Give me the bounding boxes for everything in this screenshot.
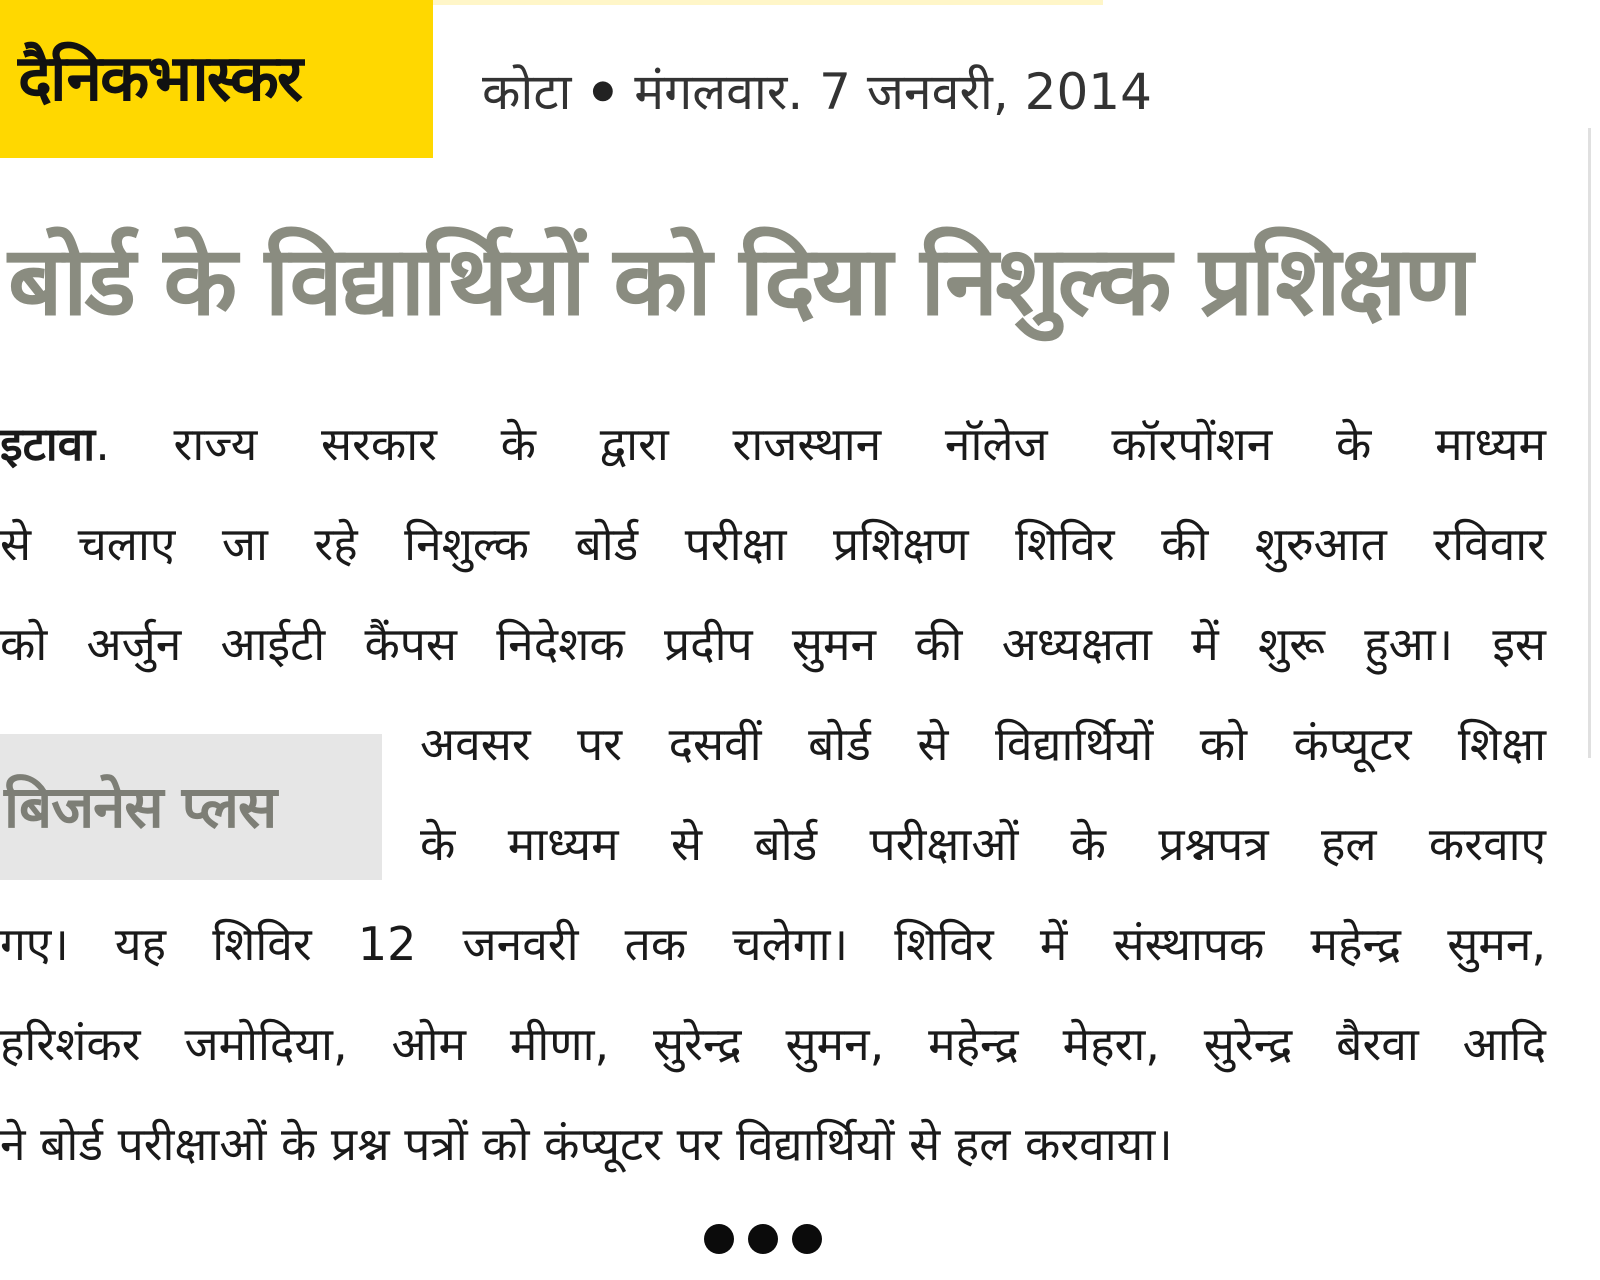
article-body-line-5: के माध्यम से बोर्ड परीक्षाओं के प्रश्नपत्र हल करवाए <box>420 817 1546 871</box>
top-strip <box>433 0 1103 5</box>
article-body-line-1-text: . राज्य सरकार के द्वारा राजस्थान नॉलेज कॉरपोंशन के माध्यम <box>95 417 1546 471</box>
article-body-line-4: अवसर पर दसवीं बोर्ड से विद्यार्थियों को कंप्यूटर शिक्षा <box>420 717 1546 771</box>
masthead-name: दैनिकभास्कर <box>18 42 302 116</box>
dateline-city: कोटा <box>482 63 572 121</box>
column-rule <box>1588 128 1591 758</box>
dateline <box>482 50 1152 130</box>
end-dot-icon <box>704 1224 734 1254</box>
end-dot-icon <box>792 1224 822 1254</box>
dateline-date: मंगलवार. 7 जनवरी, 2014 <box>634 63 1152 121</box>
article-end-marker <box>704 1224 822 1254</box>
end-dot-icon <box>748 1224 778 1254</box>
article-headline: बोर्ड के विद्यार्थियों को दिया निशुल्क प्रशिक्षण <box>8 225 1471 337</box>
business-plus-label: बिजनेस प्लस <box>4 773 277 841</box>
article-place: इटावा <box>0 417 96 471</box>
article-body-line-6: गए। यह शिविर 12 जनवरी तक चलेगा। शिविर में संस्थापक महेन्द्र सुमन, <box>0 917 1546 971</box>
article-body-line-8: ने बोर्ड परीक्षाओं के प्रश्न पत्रों को कंप्यूटर पर विद्यार्थियों से हल करवाया। <box>0 1117 1173 1171</box>
article-body-line-2: से चलाए जा रहे निशुल्क बोर्ड परीक्षा प्रशिक्षण शिविर की शुरुआत रविवार <box>0 517 1546 571</box>
article-body-line-1 <box>0 396 1546 492</box>
dateline-bullet-icon: ● <box>591 75 615 105</box>
business-plus-box <box>0 734 382 880</box>
article-body-line-3: को अर्जुन आईटी कैंपस निदेशक प्रदीप सुमन की अध्यक्षता में शुरू हुआ। इस <box>0 617 1546 671</box>
article-body-line-7: हरिशंकर जमोदिया, ओम मीणा, सुरेन्द्र सुमन, महेन्द्र मेहरा, सुरेन्द्र बैरवा आदि <box>0 1017 1546 1071</box>
masthead-logo-box <box>0 0 433 158</box>
